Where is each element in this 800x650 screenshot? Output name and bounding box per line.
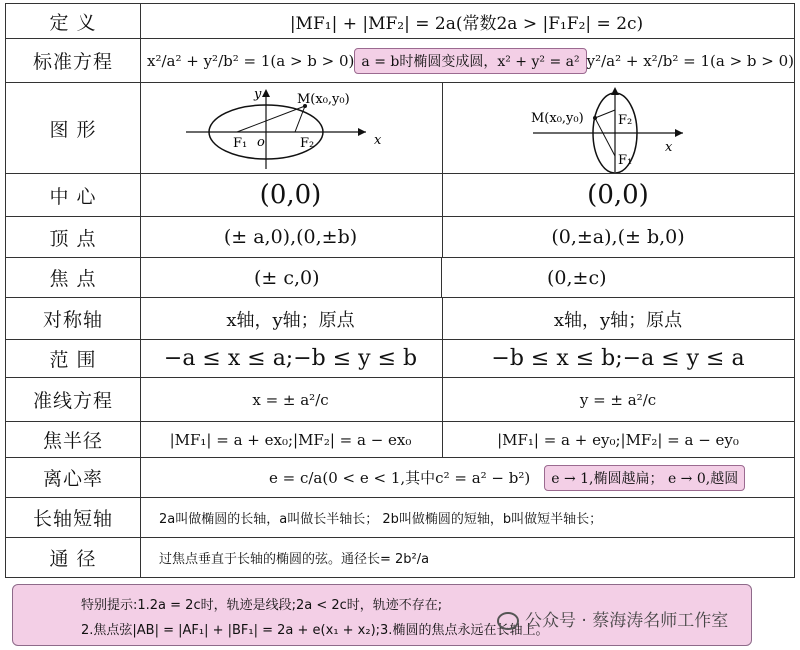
label-long-short-axis: 长轴短轴 <box>5 498 141 537</box>
row-standard-equation <box>5 38 795 82</box>
center-left: (0,0) <box>259 180 322 210</box>
watermark-text: 公众号 · 蔡海涛名师工作室 <box>525 611 729 631</box>
vertex-left: (± a,0),(0,±b) <box>223 226 358 248</box>
row-directrix <box>5 377 795 421</box>
focus-f1-label: F₁ <box>232 135 247 151</box>
row-center <box>5 173 795 216</box>
focus-f1-label-right: F₁ <box>618 152 633 168</box>
range-right-cell <box>442 340 795 377</box>
label-standard-equation: 标准方程 <box>5 39 141 82</box>
x-axis-label: x <box>373 132 381 148</box>
symmetry-right-cell <box>442 298 795 339</box>
latus-rectum-cell <box>139 538 795 577</box>
tip-line-2: 2.焦点弦|AB| = |AF₁| + |BF₁| = 2a + e(x₁ + x₂);3.椭圆的焦点永远在长轴上。 <box>81 623 549 638</box>
label-eccentricity: 离心率 <box>5 458 141 497</box>
standard-equation-left: x²/a² + y²/b² = 1(a > b > 0) <box>147 51 355 70</box>
center-right-cell <box>442 174 795 216</box>
focus-right: (0,±c) <box>547 266 607 289</box>
tip-line-1: 特别提示:1.2a = 2c时，轨迹是线段;2a < 2c时，轨迹不存在; <box>81 598 443 613</box>
origin-label: o <box>256 134 265 150</box>
label-symmetry: 对称轴 <box>5 298 141 339</box>
directrix-right-cell <box>442 378 795 421</box>
wechat-icon <box>497 612 519 630</box>
row-figure <box>5 82 795 173</box>
x-axis-arrow <box>358 128 366 136</box>
x-axis-arrow-right <box>675 129 683 137</box>
vertex-left-cell <box>139 217 443 257</box>
label-vertex: 顶 点 <box>5 217 141 257</box>
label-definition: 定 义 <box>5 4 141 38</box>
point-m-right <box>593 116 597 120</box>
row-axes <box>5 497 795 537</box>
focal-line-1 <box>237 106 305 132</box>
focal-radius-left-cell <box>139 422 443 457</box>
label-center: 中 心 <box>5 174 141 216</box>
point-m-label: M(x₀,y₀) <box>296 91 350 107</box>
row-latus-rectum <box>5 537 795 578</box>
focus-left-cell <box>139 258 442 297</box>
label-figure: 图 形 <box>5 83 141 173</box>
row-vertex <box>5 216 795 257</box>
focal-line-right-1 <box>595 110 615 118</box>
point-m-label-right: M(x₀,y₀) <box>531 110 584 126</box>
symmetry-left-cell <box>139 298 443 339</box>
axes-text: 2a叫做椭圆的长轴，a叫做长半轴长； 2b叫做椭圆的短轴，b叫做短半轴长； <box>159 512 603 527</box>
vertical-ellipse-figure <box>443 84 793 173</box>
focal-radius-left: |MF₁| = a + ex₀;|MF₂| = a − ex₀ <box>169 430 412 449</box>
directrix-left: x = ± a²/c <box>252 390 329 409</box>
figure-left-cell <box>139 83 443 173</box>
standard-equation-right: y²/a² + x²/b² = 1(a > b > 0) <box>586 51 795 70</box>
row-focal-radius <box>5 421 795 457</box>
axes-cell <box>139 498 795 537</box>
label-directrix: 准线方程 <box>5 378 141 421</box>
row-definition <box>5 3 795 38</box>
symmetry-left: x轴，y轴；原点 <box>226 309 355 331</box>
vertex-right: (0,±a),(± b,0) <box>551 226 685 248</box>
center-right: (0,0) <box>587 180 649 210</box>
focal-radius-right: |MF₁| = a + ey₀;|MF₂| = a − ey₀ <box>497 430 739 449</box>
focus-f2-label-right: F₂ <box>618 112 633 128</box>
watermark <box>497 606 728 631</box>
label-focus: 焦 点 <box>5 258 141 297</box>
definition-cell <box>139 4 795 38</box>
focal-radius-right-cell <box>442 422 795 457</box>
label-range: 范 围 <box>5 340 141 377</box>
focal-line-right-2 <box>595 118 615 156</box>
definition-formula: |MF₁| + |MF₂| = 2a(常数2a > |F₁F₂| = 2c) <box>289 13 644 34</box>
row-range <box>5 339 795 377</box>
center-left-cell <box>139 174 443 216</box>
x-axis-label-right: x <box>665 139 673 155</box>
eccentricity-note: e → 1,椭圆越扁； e → 0,越圆 <box>544 465 745 491</box>
focus-left: (± c,0) <box>254 266 320 289</box>
latus-rectum-text: 过焦点垂直于长轴的椭圆的弦。通径长= 2b²/a <box>159 552 430 567</box>
ellipse-properties-table <box>5 3 795 578</box>
symmetry-right: x轴，y轴；原点 <box>553 309 683 331</box>
row-symmetry <box>5 297 795 339</box>
eccentricity-formula: e = c/a(0 < e < 1,其中c² = a² − b²) <box>269 469 531 487</box>
label-focal-radius: 焦半径 <box>5 422 141 457</box>
range-left-cell <box>139 340 443 377</box>
y-axis-label: y <box>253 86 261 102</box>
figure-right-cell <box>442 83 795 173</box>
range-left: −a ≤ x ≤ a;−b ≤ y ≤ b <box>163 346 418 371</box>
row-eccentricity <box>5 457 795 497</box>
directrix-right: y = ± a²/c <box>579 390 657 409</box>
circle-note: a = b时椭圆变成圆，x² + y² = a² <box>354 48 586 74</box>
focus-right-cell <box>442 258 795 297</box>
y-axis-arrow <box>262 89 270 97</box>
range-right: −b ≤ x ≤ b;−a ≤ y ≤ a <box>491 346 745 371</box>
label-latus-rectum: 通 径 <box>5 538 141 577</box>
standard-equation-cell <box>139 39 795 82</box>
row-focus <box>5 257 795 297</box>
eccentricity-cell <box>139 458 795 497</box>
horizontal-ellipse-figure <box>141 84 441 173</box>
directrix-left-cell <box>139 378 443 421</box>
focus-f2-label: F₂ <box>299 135 314 151</box>
vertex-right-cell <box>442 217 795 257</box>
